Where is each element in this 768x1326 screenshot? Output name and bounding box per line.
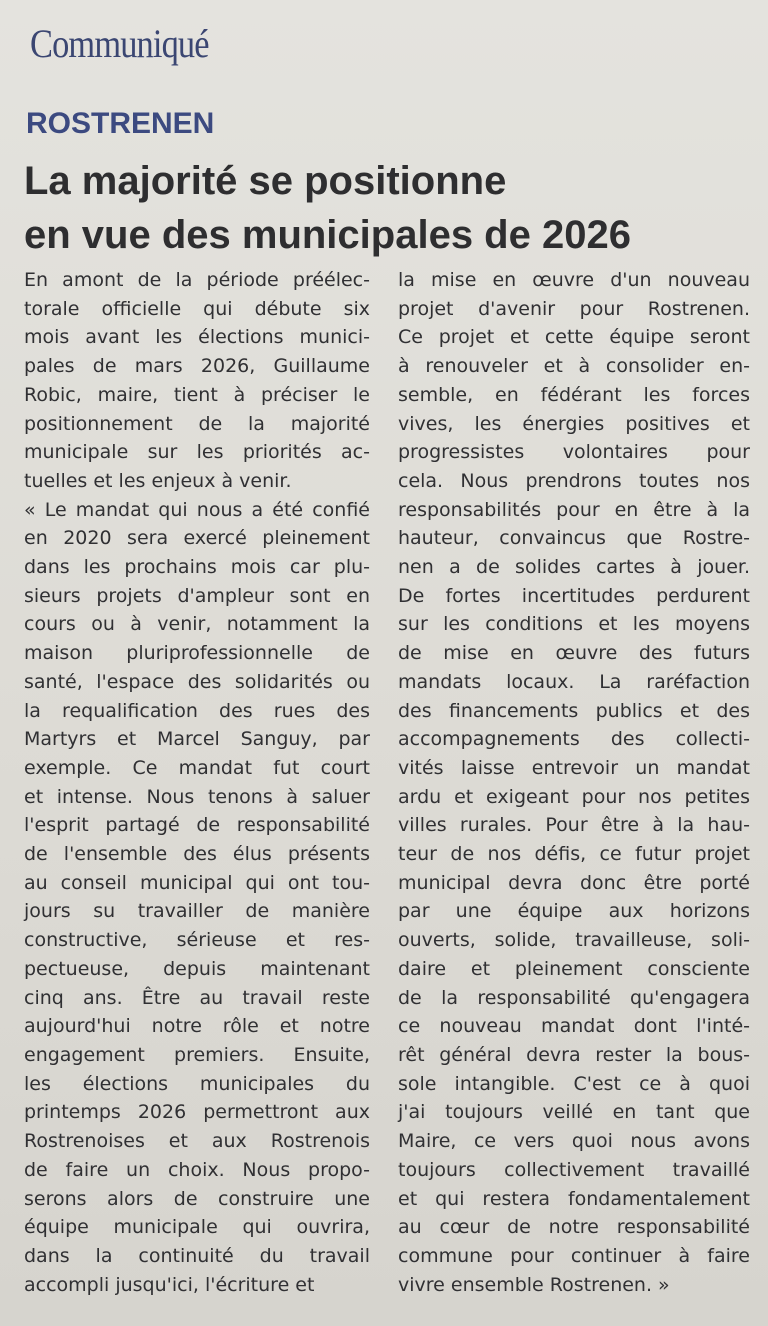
- right-column-line: progressistes volontaires pour: [398, 441, 750, 464]
- right-column-line: ouverts, solide, travailleuse, soli-: [398, 929, 750, 952]
- left-column-line: mois avant les élections munici-: [24, 326, 370, 349]
- right-column-line: projet d'avenir pour Rostrenen.: [398, 297, 750, 320]
- right-column-line: villes rurales. Pour être à la hau-: [398, 814, 750, 837]
- right-column-line: vités laisse entrevoir un mandat: [398, 756, 750, 779]
- left-column-line: les élections municipales du: [24, 1072, 370, 1095]
- right-column-line: Ce projet et cette équipe seront: [398, 326, 750, 349]
- right-column-line: rêt général devra rester la bous-: [398, 1043, 750, 1066]
- left-column-line: serons alors de construire une: [24, 1187, 370, 1210]
- right-column-line: cela. Nous prendrons toutes nos: [398, 469, 750, 492]
- kicker-location: ROSTRENEN: [26, 107, 215, 140]
- right-column-line: vives, les énergies positives et: [398, 412, 750, 435]
- article-column-left: [24, 266, 370, 1299]
- left-column-line: de l'ensemble des élus présents: [24, 843, 370, 866]
- right-column-line: accompagnements des collecti-: [398, 728, 750, 751]
- right-column-line: sole intangible. C'est ce à quoi: [398, 1072, 750, 1095]
- right-column-line: et qui restera fondamentalement: [398, 1187, 750, 1210]
- left-column-line: maison pluriprofessionnelle de: [24, 642, 370, 665]
- right-column-line: semble, en fédérant les forces: [398, 383, 750, 406]
- left-column-line: Robic, maire, tient à préciser le: [24, 383, 370, 406]
- right-column-line: sur les conditions et les moyens: [398, 613, 750, 636]
- left-column-line: au conseil municipal qui ont tou-: [24, 871, 370, 894]
- right-column-line: nen a de solides cartes à jouer.: [398, 556, 750, 579]
- right-column-line: responsabilités pour en être à la: [398, 498, 750, 521]
- article-column-right: [398, 266, 750, 1299]
- right-column-line: toujours collectivement travaillé: [398, 1158, 750, 1181]
- right-column-line: des financements publics et des: [398, 699, 750, 722]
- right-column-line: ardu et exigeant pour nos petites: [398, 785, 750, 808]
- left-column-line: « Le mandat qui nous a été confié: [24, 498, 370, 521]
- left-column-line: constructive, sérieuse et res-: [24, 929, 370, 952]
- right-column-line: j'ai toujours veillé en tant que: [398, 1101, 750, 1124]
- right-column-line: vivre ensemble Rostrenen. »: [398, 1273, 670, 1296]
- left-column-line: équipe municipale qui ouvrira,: [24, 1216, 370, 1239]
- headline: [24, 154, 764, 262]
- section-title: Communiqué: [30, 21, 209, 66]
- right-column-line: par une équipe aux horizons: [398, 900, 750, 923]
- left-column-line: et intense. Nous tenons à saluer: [24, 785, 370, 808]
- right-column-line: Maire, ce vers quoi nous avons: [398, 1130, 750, 1153]
- left-column-line: engagement premiers. Ensuite,: [24, 1043, 370, 1066]
- left-column-line: En amont de la période préélec-: [24, 269, 370, 291]
- right-column-line: daire et pleinement consciente: [398, 957, 750, 980]
- left-column-line: Rostrenoises et aux Rostrenois: [24, 1130, 370, 1153]
- right-column-line: de mise en œuvre des futurs: [398, 642, 750, 665]
- left-column-line: jours su travailler de manière: [24, 900, 370, 923]
- right-column-line: De fortes incertitudes perdurent: [398, 584, 750, 607]
- right-column-line: la mise en œuvre d'un nouveau: [398, 269, 750, 291]
- left-column-line: cinq ans. Être au travail reste: [24, 986, 370, 1009]
- left-column-line: tuelles et les enjeux à venir.: [24, 469, 292, 492]
- left-column-line: municipale sur les priorités ac-: [24, 441, 370, 464]
- left-column-line: sieurs projets d'ampleur sont en: [24, 584, 370, 607]
- left-column-line: de faire un choix. Nous propo-: [24, 1158, 370, 1181]
- right-column-line: municipal devra donc être porté: [398, 871, 750, 894]
- left-column-line: torale officielle qui débute six: [24, 297, 370, 320]
- left-column-line: printemps 2026 permettront aux: [24, 1101, 370, 1124]
- left-column-line: aujourd'hui notre rôle et notre: [24, 1015, 370, 1038]
- right-column-line: commune pour continuer à faire: [398, 1244, 750, 1267]
- left-column-line: dans la continuité du travail: [24, 1244, 370, 1267]
- headline-line-1: La majorité se positionne: [24, 159, 507, 203]
- left-column-line: pectueuse, depuis maintenant: [24, 957, 370, 980]
- left-column-line: exemple. Ce mandat fut court: [24, 756, 370, 779]
- left-column-line: dans les prochains mois car plu-: [24, 556, 370, 579]
- left-column-line: santé, l'espace des solidarités ou: [24, 670, 370, 693]
- right-column-line: ce nouveau mandat dont l'inté-: [398, 1015, 750, 1038]
- left-column-line: en 2020 sera exercé pleinement: [24, 527, 370, 550]
- left-column-line: la requalification des rues des: [24, 699, 370, 722]
- left-column-line: cours ou à venir, notamment la: [24, 613, 370, 636]
- right-column-line: mandats locaux. La raréfaction: [398, 670, 750, 693]
- left-column-line: Martyrs et Marcel Sanguy, par: [24, 728, 370, 751]
- right-column-line: à renouveler et à consolider en-: [398, 355, 750, 378]
- headline-line-2: en vue des municipales de 2026: [24, 213, 631, 257]
- left-column-line: positionnement de la majorité: [24, 412, 370, 435]
- left-column-line: accompli jusqu'ici, l'écriture et: [24, 1273, 315, 1296]
- right-column-line: au cœur de notre responsabilité: [398, 1216, 750, 1239]
- left-column-line: l'esprit partagé de responsabilité: [24, 814, 370, 837]
- right-column-line: de la responsabilité qu'engagera: [398, 986, 750, 1009]
- left-column-line: pales de mars 2026, Guillaume: [24, 355, 370, 378]
- right-column-line: hauteur, convaincus que Rostre-: [398, 527, 750, 550]
- right-column-line: teur de nos défis, ce futur projet: [398, 843, 750, 866]
